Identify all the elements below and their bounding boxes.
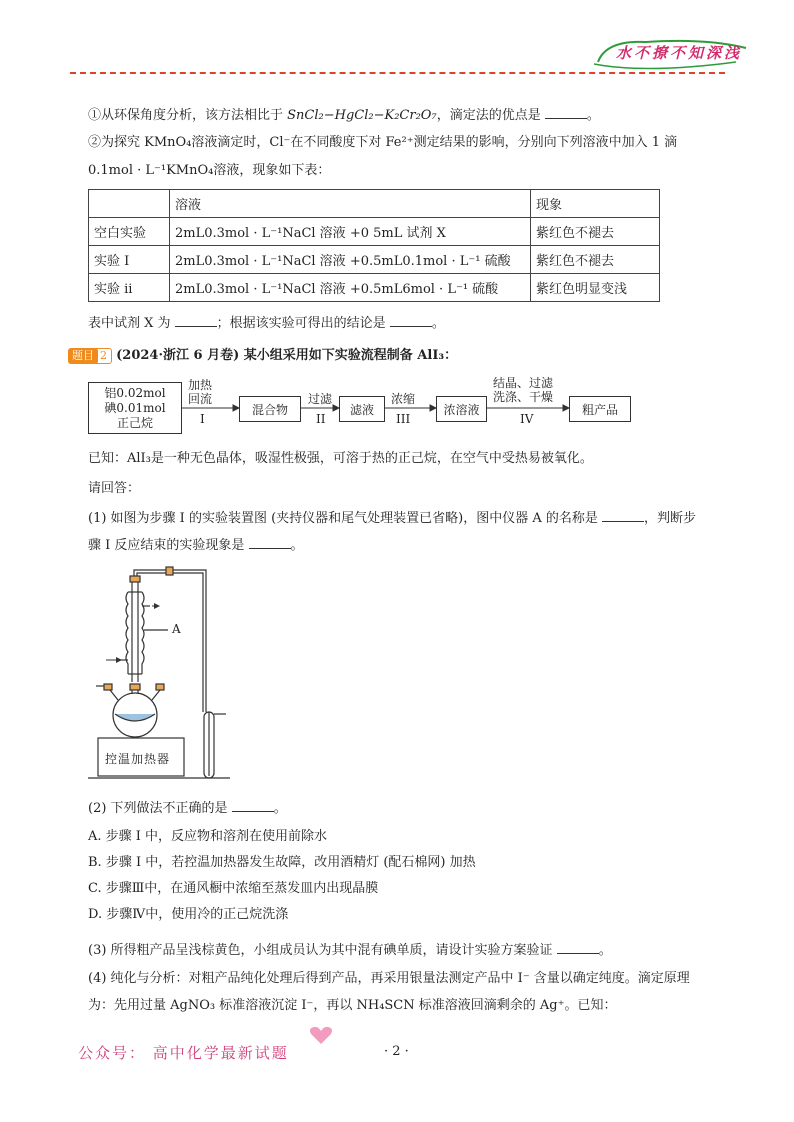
- q2-intro: (2024·浙江 6 月卷) 某小组采用如下实验流程制备 AlI₃：: [116, 348, 458, 363]
- q2-sub1-line1a: (1) 如图为步骤 I 的实验装置图 (夹持仪器和尾气处理装置已省略)，图中仪器 A 的名称是: [88, 511, 598, 526]
- q1-part1-prefix: ①从环保角度分析，该方法相比于: [88, 108, 284, 123]
- q2-sub4-line1: (4) 纯化与分析：对粗产品纯化处理后得到产品，再采用银量法测定产品中 I⁻ 含量以确定纯度。滴定原理: [88, 971, 690, 986]
- q2-sub1-line2: [88, 535, 304, 556]
- table-cell: 2mL0.3mol · L⁻¹NaCl 溶液 +0 5mL 试剂 X: [170, 218, 531, 246]
- heart-icon: [308, 1024, 334, 1046]
- table-cell: 空白实验: [89, 218, 170, 246]
- header-logo: [586, 34, 754, 74]
- flow-step4-num: IV: [520, 412, 534, 426]
- table-cell: 紫红色明显变浅: [531, 274, 660, 302]
- flow-box-crude: 粗产品: [569, 396, 631, 422]
- flow-step4-label: [493, 376, 553, 404]
- flow-step1-num: I: [200, 412, 205, 426]
- option-c: C. 步骤Ⅲ中，在通风橱中浓缩至蒸发皿内出现晶膜: [88, 881, 379, 896]
- answer-blank[interactable]: [249, 535, 291, 549]
- q1-part1-end: 。: [586, 108, 600, 123]
- logo-text: 水不撩不知深浅: [616, 44, 743, 62]
- q2-sub2: [88, 798, 287, 819]
- q2-known: 已知：AlI₃是一种无色晶体，吸湿性极强，可溶于热的正己烷，在空气中受热易被氧化。: [88, 451, 593, 466]
- table-header-row: [89, 190, 660, 218]
- q1-part2-line2: 0.1mol · L⁻¹KMnO₄溶液，现象如下表：: [88, 163, 331, 178]
- q2-ask: 请回答：: [88, 481, 141, 496]
- answer-blank[interactable]: [557, 940, 599, 954]
- footer-wechat: [78, 1042, 289, 1063]
- q1-after-table-b: ；根据该实验可得出的结论是: [216, 316, 386, 331]
- apparatus-label-a: A: [172, 622, 181, 636]
- table-cell: 紫红色不褪去: [531, 218, 660, 246]
- process-flowchart: [88, 376, 648, 436]
- flow-step3-label: 浓缩: [391, 392, 416, 406]
- table-cell: 2mL0.3mol · L⁻¹NaCl 溶液 +0.5mL0.1mol · L⁻¹ 硫酸: [170, 246, 531, 274]
- table-cell: 2mL0.3mol · L⁻¹NaCl 溶液 +0.5mL6mol · L⁻¹ 硫酸: [170, 274, 531, 302]
- q2-sub4-line2: 为：先用过量 AgNO₃ 标准溶液沉淀 I⁻，再以 NH₄SCN 标准溶液回滴剩余的 Ag⁺。已知：: [88, 998, 617, 1013]
- table-row: [89, 218, 660, 246]
- q2-sub1-line1: [88, 508, 696, 529]
- flow-step4-top: 结晶、过滤: [493, 376, 554, 390]
- q2-title: [68, 346, 457, 366]
- flow-step1-top: 加热: [188, 378, 213, 392]
- page-number: · 2 ·: [384, 1044, 409, 1059]
- flow-box-concentrate: 浓溶液: [436, 396, 487, 422]
- flow-start-line: 铝0.02mol: [104, 385, 166, 400]
- q2-sub3b: 。: [598, 943, 612, 958]
- table-header-cell: [89, 190, 170, 218]
- q1-part1: [88, 105, 600, 126]
- table-header-cell: 溶液: [170, 190, 531, 218]
- answer-blank[interactable]: [390, 313, 432, 327]
- flow-box-filtrate: 滤液: [339, 396, 385, 422]
- answer-blank[interactable]: [232, 798, 274, 812]
- q1-part1-formula: SnCl₂−HgCl₂−K₂Cr₂O₇: [287, 108, 437, 123]
- q1-after-table-end: 。: [431, 316, 445, 331]
- table-cell: 实验 ii: [89, 274, 170, 302]
- q2-sub1-line2a: 骤 I 反应结束的实验现象是: [88, 538, 245, 553]
- flow-step4-top: 洗涤、干燥: [493, 390, 554, 404]
- answer-blank[interactable]: [175, 313, 217, 327]
- question-badge: 题目: [68, 348, 98, 364]
- q2-sub2b: 。: [273, 801, 287, 816]
- experiment-table: [88, 189, 660, 302]
- q2-sub2a: (2) 下列做法不正确的是: [88, 801, 228, 816]
- question-number: 2: [95, 348, 112, 364]
- flow-step3-num: III: [396, 412, 411, 426]
- q1-after-table: [88, 313, 445, 334]
- table-cell: 紫红色不褪去: [531, 246, 660, 274]
- q2-sub1-line2b: 。: [290, 538, 304, 553]
- option-d: D. 步骤Ⅳ中，使用冷的正己烷洗涤: [88, 907, 289, 922]
- flow-step1-label: [188, 378, 212, 406]
- flow-box-mixture: 混合物: [239, 396, 301, 422]
- table-cell: 实验 I: [89, 246, 170, 274]
- q1-after-table-a: 表中试剂 X 为: [88, 316, 171, 331]
- table-row: [89, 246, 660, 274]
- table-row: [89, 274, 660, 302]
- option-a: A. 步骤 I 中，反应物和溶剂在使用前除水: [88, 829, 328, 844]
- answer-blank[interactable]: [602, 508, 644, 522]
- q2-sub3: [88, 940, 612, 961]
- reflux-apparatus-diagram: [88, 562, 258, 784]
- flow-start-line: 碘0.01mol: [104, 400, 166, 415]
- q2-sub3a: (3) 所得粗产品呈浅棕黄色，小组成员认为其中混有碘单质，请设计实验方案验证: [88, 943, 553, 958]
- q1-part1-suffix: ，滴定法的优点是: [436, 108, 541, 123]
- flow-step1-top: 回流: [188, 392, 213, 406]
- q1-part2-line1: ②为探究 KMnO₄溶液滴定时，Cl⁻在不同酸度下对 Fe²⁺测定结果的影响，分别向下列溶液中加入 1 滴: [88, 135, 678, 150]
- footer-wechat-text: 公众号： 高中化学最新试题: [78, 1044, 289, 1062]
- heater-label: 控温加热器: [105, 752, 171, 766]
- table-header-cell: 现象: [531, 190, 660, 218]
- header-divider: [70, 72, 725, 74]
- answer-blank[interactable]: [545, 105, 587, 119]
- flow-step2-label: 过滤: [308, 392, 333, 406]
- option-b: B. 步骤 I 中，若控温加热器发生故障，改用酒精灯 (配石棉网) 加热: [88, 855, 476, 870]
- q2-sub1-line1b: ，判断步: [644, 511, 697, 526]
- flow-step2-num: II: [316, 412, 326, 426]
- flow-start-line: 正己烷: [116, 415, 153, 430]
